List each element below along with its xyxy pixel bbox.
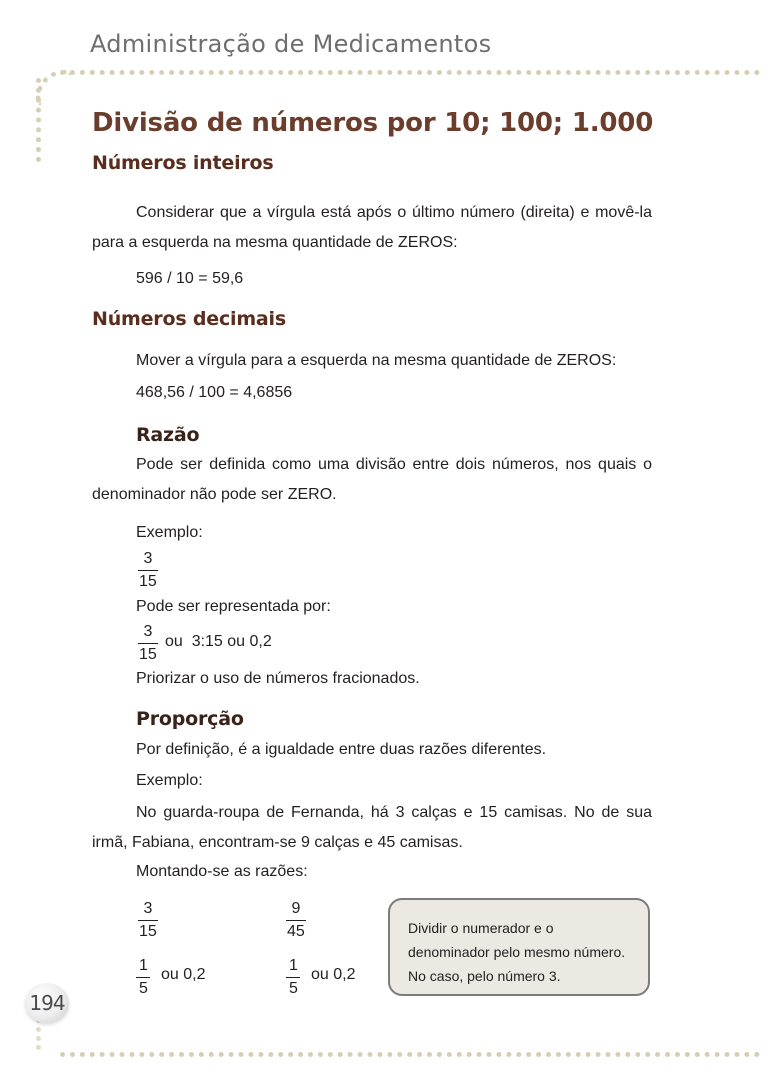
ratio-b-fraction xyxy=(284,899,308,942)
proporcao-example-label: Exemplo: xyxy=(136,772,203,789)
heading-numeros-inteiros: Números inteiros xyxy=(92,152,274,174)
fraction-bar xyxy=(136,977,150,978)
fraction-numerator: 3 xyxy=(143,623,153,640)
fraction-denominator: 5 xyxy=(139,980,148,997)
decorative-dotted-frame-corner xyxy=(36,70,71,105)
note-callout-box xyxy=(388,898,650,996)
decorative-dotted-frame-bottom xyxy=(60,1052,760,1057)
proporcao-setup: Montando-se as razões: xyxy=(136,863,308,880)
fraction-bar xyxy=(138,920,158,921)
fraction-denominator: 5 xyxy=(289,980,298,997)
example-numeros-decimais: 468,56 / 100 = 4,6856 xyxy=(136,384,293,401)
paragraph-numeros-decimais: Mover a vírgula para a esquerda na mesma quantidade de ZEROS: xyxy=(136,352,617,369)
fraction-numerator: 3 xyxy=(143,900,153,917)
fraction-bar xyxy=(286,977,300,978)
proporcao-definition: Por definição, é a igualdade entre duas razões diferentes. xyxy=(136,741,547,758)
fraction-numerator: 3 xyxy=(143,550,153,567)
fraction-denominator: 45 xyxy=(287,923,305,940)
simplified-b-alternative: ou 0,2 xyxy=(311,966,356,983)
proporcao-paragraph: No guarda-roupa de Fernanda, há 3 calças e 15 camisas. No de sua irmã, Fabiana, encontram-se 9 calças e 45 camisas. xyxy=(92,804,652,851)
razao-fraction xyxy=(136,549,160,592)
razao-represent-fraction xyxy=(136,622,160,665)
decorative-dotted-frame-left xyxy=(36,78,41,162)
fraction-numerator: 1 xyxy=(289,957,298,974)
paragraph-razao: Pode ser definida como uma divisão entre dois números, nos quais o denominador não pode ser ZERO. xyxy=(92,456,652,503)
razao-example-label: Exemplo: xyxy=(136,524,203,541)
example-numeros-inteiros: 596 / 10 = 59,6 xyxy=(136,270,244,287)
heading-razao: Razão xyxy=(136,424,200,446)
page-number: 194 xyxy=(29,991,65,1015)
simplified-a-alternative: ou 0,2 xyxy=(161,966,206,983)
fraction-denominator: 15 xyxy=(139,646,157,663)
razao-prefer-note: Priorizar o uso de números fracionados. xyxy=(136,670,420,687)
running-header-title: Administração de Medicamentos xyxy=(90,30,492,58)
fraction-bar xyxy=(138,643,158,644)
razao-represent-alternatives: ou 3:15 ou 0,2 xyxy=(165,633,272,650)
razao-represent-label: Pode ser representada por: xyxy=(136,598,331,615)
simplified-a-fraction xyxy=(136,956,151,999)
section-title: Divisão de números por 10; 100; 1.000 xyxy=(92,108,654,138)
fraction-bar xyxy=(286,920,306,921)
heading-proporcao: Proporção xyxy=(136,708,244,730)
decorative-dotted-frame-top xyxy=(60,70,760,75)
fraction-numerator: 9 xyxy=(291,900,301,917)
fraction-numerator: 1 xyxy=(139,957,148,974)
ratio-a-fraction xyxy=(136,899,160,942)
heading-numeros-decimais: Números decimais xyxy=(92,308,286,330)
paragraph-numeros-inteiros: Considerar que a vírgula está após o último número (direita) e movê-la para a esquerda na mesma quantidade de ZEROS: xyxy=(92,204,652,251)
fraction-denominator: 15 xyxy=(139,923,157,940)
note-text: Dividir o numerador e o denominador pelo mesmo número. No caso, pelo número 3. xyxy=(408,920,626,984)
fraction-denominator: 15 xyxy=(139,573,157,590)
fraction-bar xyxy=(138,570,158,571)
simplified-b-fraction xyxy=(286,956,301,999)
